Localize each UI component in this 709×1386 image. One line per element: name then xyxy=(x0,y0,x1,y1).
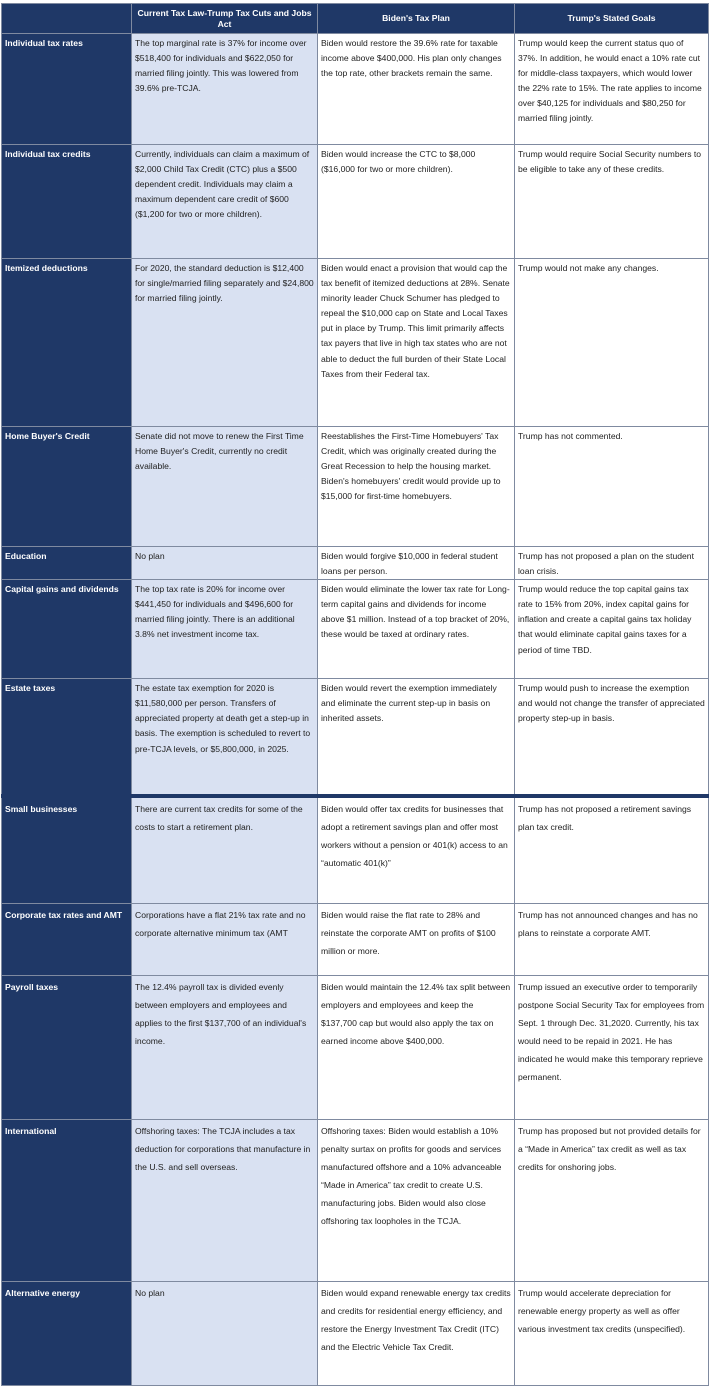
table-row xyxy=(2,904,709,976)
trump-goals-cell: Trump would accelerate depreciation for renewable energy property as well as offer various investment tax credits (unspecified). xyxy=(515,1282,709,1386)
current-law-cell: Currently, individuals can claim a maximum of $2,000 Child Tax Credit (CTC) plus a $500 dependent credit. Individuals may claim a maximum dependent care credit of $600 ($1,200 for two or more children). xyxy=(132,145,318,259)
current-law-cell: The top marginal rate is 37% for income over $518,400 for individuals and $622,050 for married filing jointly. This was lowered from 39.6% pre-TCJA. xyxy=(132,34,318,145)
row-category: Payroll taxes xyxy=(2,976,132,1120)
row-category: Education xyxy=(2,547,132,580)
current-law-cell: There are current tax credits for some of the costs to start a retirement plan. xyxy=(132,796,318,904)
header-category xyxy=(2,4,132,34)
trump-goals-cell: Trump would require Social Security numbers to be eligible to take any of these credits. xyxy=(515,145,709,259)
trump-goals-cell: Trump issued an executive order to temporarily postpone Social Security Tax for employees from Sept. 1 through Dec. 31,2020. Currently, his tax would need to be repaid in 2021. He has indicated he would make this temporary reprieve permanent. xyxy=(515,976,709,1120)
header-biden-plan: Biden's Tax Plan xyxy=(318,4,515,34)
header-row xyxy=(2,4,709,34)
row-category: Capital gains and dividends xyxy=(2,580,132,679)
table-row xyxy=(2,427,709,547)
biden-plan-cell: Biden would offer tax credits for businesses that adopt a retirement savings plan and offer most workers without a pension or 401(k) access to an “automatic 401(k)” xyxy=(318,796,515,904)
trump-goals-cell: Trump would not make any changes. xyxy=(515,259,709,427)
row-category: Corporate tax rates and AMT xyxy=(2,904,132,976)
table-row xyxy=(2,259,709,427)
table-row xyxy=(2,34,709,145)
biden-plan-cell: Biden would restore the 39.6% rate for taxable income above $400,000. His plan only changes the top rate, other brackets remain the same. xyxy=(318,34,515,145)
table-row xyxy=(2,796,709,904)
table-row xyxy=(2,1120,709,1282)
trump-goals-cell: Trump would push to increase the exemption and would not change the transfer of appreciated property step-up in basis. xyxy=(515,679,709,796)
header-trump-goals: Trump's Stated Goals xyxy=(515,4,709,34)
biden-plan-cell: Reestablishes the First-Time Homebuyers' Tax Credit, which was originally created during the Great Recession to help the housing market. Biden's homebuyers' credit would provide up to $15,000 for first-time homebuyers. xyxy=(318,427,515,547)
table-row xyxy=(2,547,709,580)
trump-goals-cell: Trump has proposed but not provided details for a “Made in America” tax credit as well as tax credits for onshoring jobs. xyxy=(515,1120,709,1282)
trump-goals-cell: Trump has not proposed a retirement savings plan tax credit. xyxy=(515,796,709,904)
biden-plan-cell: Offshoring taxes: Biden would establish a 10% penalty surtax on profits for goods and services manufactured offshore and a 10% advanceable “Made in America” tax credit to create U.S. manufacturing jobs. Biden would also close offshoring tax loopholes in the TCJA. xyxy=(318,1120,515,1282)
biden-plan-cell: Biden would eliminate the lower tax rate for Long-term capital gains and dividends for income above $1 million. Instead of a top bracket of 20%, these would be taxed at ordinary rates. xyxy=(318,580,515,679)
tax-comparison-table xyxy=(1,3,709,1386)
biden-plan-cell: Biden would raise the flat rate to 28% and reinstate the corporate AMT on profits of $100 million or more. xyxy=(318,904,515,976)
biden-plan-cell: Biden would maintain the 12.4% tax split between employers and employees and keep the $137,700 cap but would also apply the tax on earned income above $400,000. xyxy=(318,976,515,1120)
biden-plan-cell: Biden would expand renewable energy tax credits and credits for residential energy efficiency, and restore the Energy Investment Tax Credit (ITC) and the Electric Vehicle Tax Credit. xyxy=(318,1282,515,1386)
current-law-cell: Offshoring taxes: The TCJA includes a tax deduction for corporations that manufacture in the U.S. and sell overseas. xyxy=(132,1120,318,1282)
trump-goals-cell: Trump has not proposed a plan on the student loan crisis. xyxy=(515,547,709,580)
row-category: Home Buyer's Credit xyxy=(2,427,132,547)
header-current-law: Current Tax Law-Trump Tax Cuts and Jobs Act xyxy=(132,4,318,34)
table-row xyxy=(2,976,709,1120)
table-row xyxy=(2,679,709,796)
row-category: Small businesses xyxy=(2,796,132,904)
current-law-cell: No plan xyxy=(132,1282,318,1386)
biden-plan-cell: Biden would forgive $10,000 in federal student loans per person. xyxy=(318,547,515,580)
current-law-cell: For 2020, the standard deduction is $12,400 for single/married filing separately and $24,800 for married filing jointly. xyxy=(132,259,318,427)
biden-plan-cell: Biden would revert the exemption immediately and eliminate the current step-up in basis on inherited assets. xyxy=(318,679,515,796)
current-law-cell: The 12.4% payroll tax is divided evenly between employers and employees and applies to the first $137,700 of an individual's income. xyxy=(132,976,318,1120)
row-category: Individual tax rates xyxy=(2,34,132,145)
current-law-cell: The top tax rate is 20% for income over $441,450 for individuals and $496,600 for married filing jointly. There is an additional 3.8% net investment income tax. xyxy=(132,580,318,679)
trump-goals-cell: Trump would keep the current status quo of 37%. In addition, he would enact a 10% rate cut for middle-class taxpayers, which would lower the 22% rate to 15%. The rate applies to income over $40,125 for individuals and $80,250 for married filing jointly. xyxy=(515,34,709,145)
current-law-cell: No plan xyxy=(132,547,318,580)
current-law-cell: Senate did not move to renew the First Time Home Buyer's Credit, currently no credit available. xyxy=(132,427,318,547)
current-law-cell: Corporations have a flat 21% tax rate and no corporate alternative minimum tax (AMT xyxy=(132,904,318,976)
biden-plan-cell: Biden would enact a provision that would cap the tax benefit of itemized deductions at 28%. Senate minority leader Chuck Schumer has pledged to repeal the $10,000 cap on State and Local Taxes put in place by Trump. This limit primarily affects tax payers that live in high tax states who are not able to deduct the full burden of their State Local Taxes from their Federal tax. xyxy=(318,259,515,427)
table-row xyxy=(2,145,709,259)
table-row xyxy=(2,1282,709,1386)
current-law-cell: The estate tax exemption for 2020 is $11,580,000 per person. Transfers of appreciated property at death get a step-up in basis. The exemption is scheduled to revert to pre-TCJA levels, or $5,800,000, in 2025. xyxy=(132,679,318,796)
trump-goals-cell: Trump would reduce the top capital gains tax rate to 15% from 20%, index capital gains for inflation and create a capital gains tax holiday that would eliminate capital gains taxes for a period of time TBD. xyxy=(515,580,709,679)
row-category: Itemized deductions xyxy=(2,259,132,427)
table-row xyxy=(2,580,709,679)
row-category: International xyxy=(2,1120,132,1282)
row-category: Alternative energy xyxy=(2,1282,132,1386)
row-category: Individual tax credits xyxy=(2,145,132,259)
row-category: Estate taxes xyxy=(2,679,132,796)
biden-plan-cell: Biden would increase the CTC to $8,000 ($16,000 for two or more children). xyxy=(318,145,515,259)
trump-goals-cell: Trump has not commented. xyxy=(515,427,709,547)
trump-goals-cell: Trump has not announced changes and has no plans to reinstate a corporate AMT. xyxy=(515,904,709,976)
